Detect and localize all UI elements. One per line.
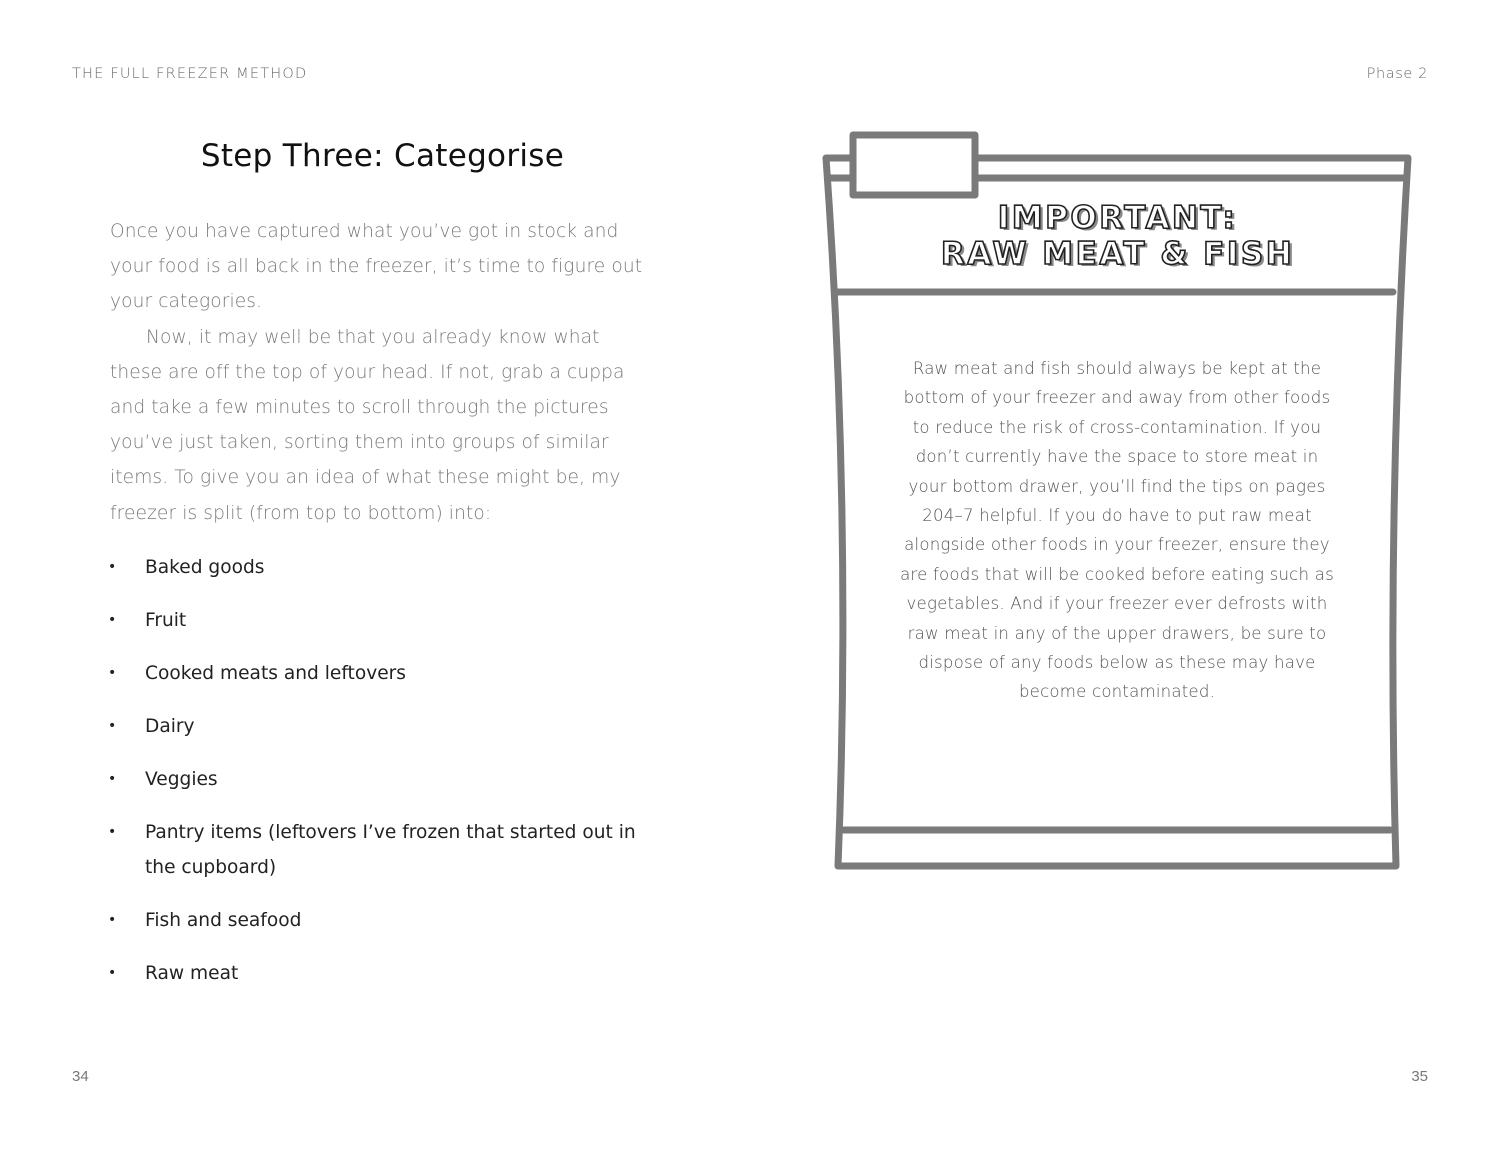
bullet-icon: •: [108, 665, 117, 681]
callout-heading-line1: IMPORTANT:: [997, 200, 1238, 236]
right-page: [750, 0, 1500, 1155]
list-item: [108, 956, 668, 991]
paragraph: Once you have captured what you’ve got in stock and your food is all back in the freezer, it’s time to figure out your categories.: [110, 221, 643, 313]
intro-text: [110, 214, 650, 531]
list-item-label: Cooked meats and leftovers: [145, 663, 406, 684]
bullet-icon: •: [108, 718, 117, 734]
bullet-icon: •: [108, 965, 117, 981]
bullet-icon: •: [108, 612, 117, 628]
bullet-icon: •: [108, 912, 117, 928]
bullet-icon: •: [108, 824, 117, 840]
list-item: [108, 815, 668, 885]
page-title: Step Three: Categorise: [200, 138, 565, 174]
list-item-label: Veggies: [145, 769, 218, 790]
list-item-label: Pantry items (leftovers I’ve frozen that started out in the cupboard): [145, 822, 636, 878]
running-head-book-title: THE FULL FREEZER METHOD: [72, 66, 308, 82]
list-item: [108, 656, 668, 691]
list-item-label: Fruit: [145, 610, 187, 631]
list-item: [108, 903, 668, 938]
page-number-left: 34: [72, 1068, 89, 1085]
list-item-label: Raw meat: [145, 963, 239, 984]
paragraph: Now, it may well be that you already know what these are off the top of your head. If not, grab a cuppa and take a few minutes to scroll through the pictures you’ve just taken, sorting them into groups of similar items. To give you an idea of what these might be, my freezer is split (from top to bottom) into:: [110, 326, 625, 524]
callout-body: Raw meat and fish should always be kept at the bottom of your freezer and away from other foods to reduce the risk of cross-contamination. If you don’t currently have the space to store meat in your bottom drawer, you’ll find the tips on pages 204–7 helpful. If you do have to put raw meat alongside other foods in your freezer, ensure they are foods that will be cooked before eating such as vegetables. And if your freezer ever defrosts with raw meat in any of the upper drawers, be sure to dispose of any foods below as these may have become contaminated.: [900, 359, 1334, 702]
running-head-section: Phase 2: [1366, 66, 1428, 82]
list-item: [108, 762, 668, 797]
bullet-icon: •: [108, 559, 117, 575]
page-number-right: 35: [1411, 1068, 1428, 1085]
list-item-label: Fish and seafood: [145, 910, 302, 931]
list-item-label: Dairy: [145, 716, 195, 737]
list-item: [108, 603, 668, 638]
list-item: [108, 709, 668, 744]
callout-heading: [870, 200, 1365, 272]
category-list: [108, 550, 668, 1009]
list-item: [108, 550, 668, 585]
list-item-label: Baked goods: [145, 557, 265, 578]
callout-heading-line2: RAW MEAT & FISH: [940, 236, 1295, 272]
bullet-icon: •: [108, 771, 117, 787]
